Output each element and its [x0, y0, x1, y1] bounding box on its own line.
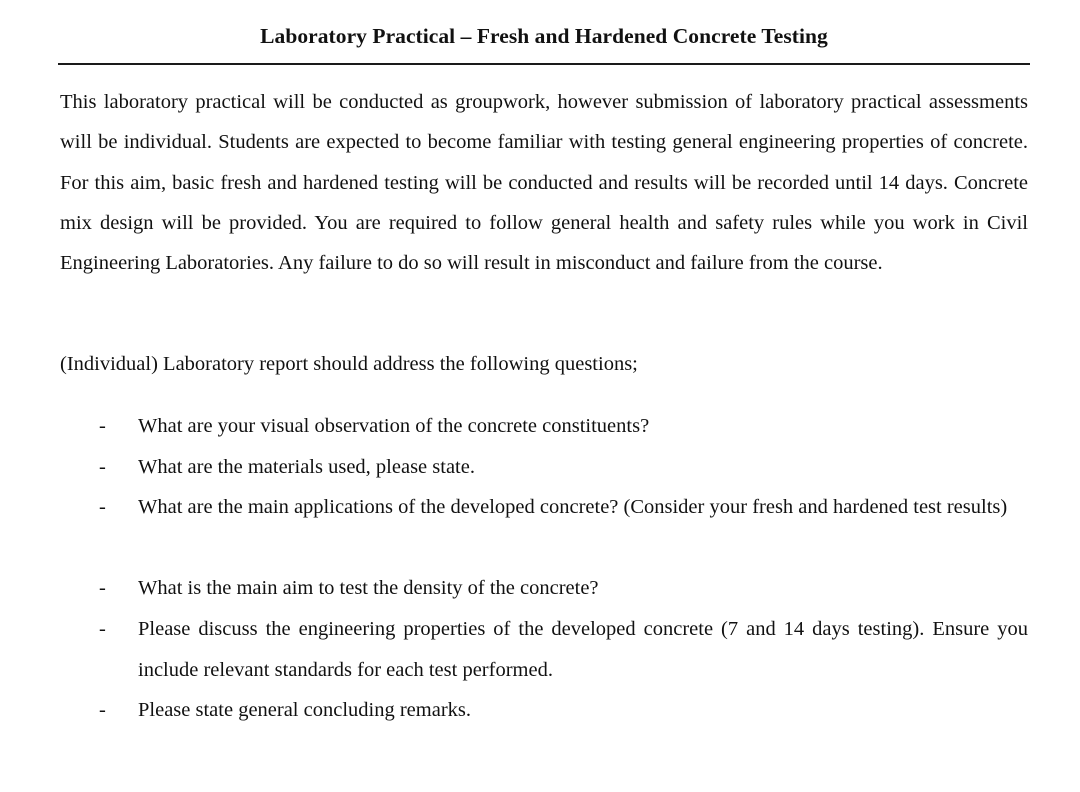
report-instruction: (Individual) Laboratory report should address the following questions; — [60, 353, 638, 375]
bullet-dash: - — [99, 618, 106, 640]
bullet-dash: - — [99, 577, 106, 599]
intro-paragraph: This laboratory practical will be conducted as groupwork, however submission of laboratory practical assessments will be individual. Students are expected to become familiar with testing general engineering properties of concrete. For this aim, basic fresh and hardened testing will be conducted and results will be recorded until 14 days. Concrete mix design will be provided. You are required to follow general health and safety rules while you work in Civil Engineering Laboratories. Any failure to do so will result in misconduct and failure from the course. — [60, 91, 1028, 275]
bullet-dash: - — [99, 415, 106, 437]
question-text: Please discuss the engineering properties of the developed concrete (7 and 14 days testing). Ensure you include relevant standards for each test performed. — [138, 618, 1028, 681]
question-text: Please state general concluding remarks. — [138, 699, 471, 721]
question-text: What are the main applications of the developed concrete? (Consider your fresh and hardened test results) — [138, 496, 1008, 518]
bullet-dash: - — [99, 496, 106, 518]
document-title: Laboratory Practical – Fresh and Hardened Concrete Testing — [260, 24, 828, 48]
bullet-dash: - — [99, 456, 106, 478]
question-text: What is the main aim to test the density of the concrete? — [138, 577, 599, 599]
bullet-dash: - — [99, 699, 106, 721]
question-text: What are the materials used, please state. — [138, 456, 475, 478]
question-text: What are your visual observation of the concrete constituents? — [138, 415, 650, 437]
